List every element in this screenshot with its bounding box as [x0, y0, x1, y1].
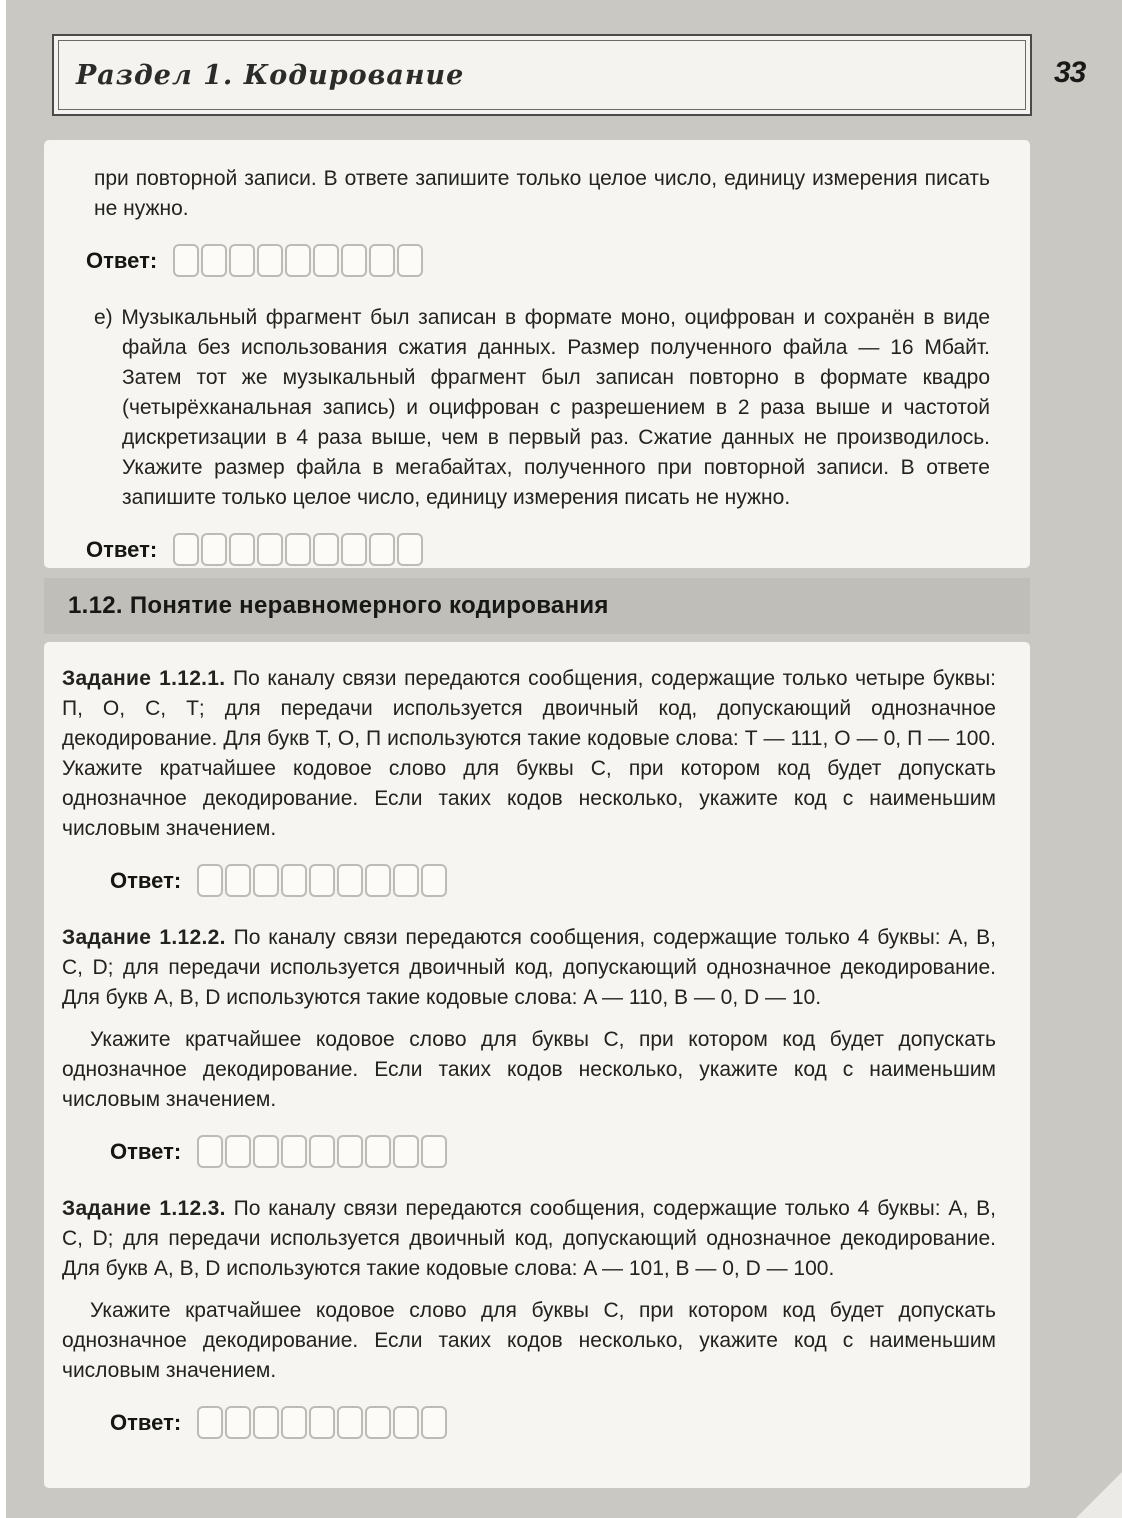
answer-cell[interactable] — [365, 864, 391, 897]
answer-row-task-3 — [110, 1406, 996, 1439]
answer-cell[interactable] — [253, 1406, 279, 1439]
answer-cell[interactable] — [393, 1135, 419, 1168]
answer-row-task-1 — [110, 864, 996, 897]
answer-label: Ответ: — [110, 1409, 182, 1435]
answer-label: Ответ: — [86, 536, 158, 562]
answer-cell[interactable] — [309, 864, 335, 897]
task-label: Задание 1.12.3. — [62, 1197, 226, 1220]
task-paragraph — [62, 923, 996, 1013]
answer-cell[interactable] — [337, 1135, 363, 1168]
scanned-page — [6, 0, 1122, 1518]
answer-cell[interactable] — [173, 244, 199, 277]
task-e-text: Музыкальный фрагмент был записан в формате моно, оцифрован и сохранён в виде файла без использования сжатия данных. Размер полученного файла — 16 Мбайт. Затем тот же музыкальный фрагмент был записан повторно в формате квадро (четырёхканальная запись) и оцифрован с разрешением в 2 раза выше и частотой дискретизации в 4 раза выше, чем в первый раз. Сжатие данных не производилось. Укажите размер файла в мегабайтах, полученного при повторной записи. В ответе запишите только целое число, единицу измерения писать не нужно. — [121, 306, 990, 509]
section-heading: 1.12. Понятие неравномерного кодирования — [68, 592, 609, 619]
answer-cell[interactable] — [253, 1135, 279, 1168]
task-1-12-3 — [62, 1194, 996, 1439]
answer-cell[interactable] — [229, 244, 255, 277]
answer-label: Ответ: — [110, 867, 182, 893]
answer-boxes[interactable] — [197, 1406, 447, 1439]
answer-cell[interactable] — [369, 533, 395, 566]
answer-cell[interactable] — [393, 1406, 419, 1439]
answer-cell[interactable] — [225, 1135, 251, 1168]
answer-cell[interactable] — [281, 1406, 307, 1439]
task-paragraph-2: Укажите кратчайшее кодовое слово для буквы C, при котором код будет допускать однозначное декодирование. Если таких кодов несколько, укажите код с наименьшим числовым значением. — [62, 1299, 996, 1382]
task-text: По каналу связи передаются сообщения, содержащие только 4 буквы: A, B, C, D; для передачи используется двоичный код, допускающий однозначное декодирование. Для букв A, B, D используются такие кодовые слова: A — 101, B — 0, D — 100. — [62, 1197, 996, 1280]
answer-cell[interactable] — [365, 1135, 391, 1168]
answer-cell[interactable] — [201, 533, 227, 566]
answer-cell[interactable] — [229, 533, 255, 566]
answer-cell[interactable] — [313, 244, 339, 277]
task-paragraph — [62, 664, 996, 844]
answer-boxes[interactable] — [197, 1135, 447, 1168]
answer-cell[interactable] — [253, 864, 279, 897]
task-paragraph-2: Укажите кратчайшее кодовое слово для буквы C, при котором код будет допускать однозначное декодирование. Если таких кодов несколько, укажите код с наименьшим числовым значением. — [62, 1028, 996, 1111]
answer-cell[interactable] — [337, 864, 363, 897]
task-label: Задание 1.12.1. — [62, 667, 226, 690]
answer-cell[interactable] — [197, 1135, 223, 1168]
answer-cell[interactable] — [421, 1135, 447, 1168]
answer-cell[interactable] — [309, 1135, 335, 1168]
answer-row-task-2 — [110, 1135, 996, 1168]
page-curl-corner — [1076, 1472, 1122, 1518]
answer-cell[interactable] — [281, 864, 307, 897]
task-text: По каналу связи передаются сообщения, содержащие только четыре буквы: П, О, С, Т; для передачи используется двоичный код, допускающий однозначное декодирование. Для букв Т, О, П используются такие кодовые слова: Т — 111, О — 0, П — 100. Укажите кратчайшее кодовое слово для буквы С, при котором код будет допускать однозначное декодирование. Если таких кодов несколько, укажите код с наименьшим числовым значением. — [62, 667, 997, 840]
answer-cell[interactable] — [281, 1135, 307, 1168]
answer-label: Ответ: — [110, 1138, 182, 1164]
section-header-box — [52, 34, 1032, 116]
answer-cell[interactable] — [337, 1406, 363, 1439]
answer-cell[interactable] — [341, 244, 367, 277]
answer-cell[interactable] — [285, 244, 311, 277]
task-label: Задание 1.12.2. — [62, 926, 226, 949]
task-1-12-1 — [62, 664, 996, 897]
answer-cell[interactable] — [257, 533, 283, 566]
answer-cell[interactable] — [309, 1406, 335, 1439]
answer-cell[interactable] — [365, 1406, 391, 1439]
answer-cell[interactable] — [285, 533, 311, 566]
answer-cell[interactable] — [341, 533, 367, 566]
answer-cell[interactable] — [369, 244, 395, 277]
answer-cell[interactable] — [225, 864, 251, 897]
section-title: Раздел 1. Кодирование — [76, 60, 465, 91]
answer-boxes[interactable] — [197, 864, 447, 897]
answer-cell[interactable] — [397, 533, 423, 566]
task-e-paragraph — [94, 303, 990, 513]
section-heading-band — [44, 578, 1030, 634]
answer-cell[interactable] — [397, 244, 423, 277]
task-e-marker: е) — [94, 306, 113, 329]
task-1-12-2 — [62, 923, 996, 1168]
content-panel-tasks — [44, 642, 1030, 1488]
answer-cell[interactable] — [257, 244, 283, 277]
answer-cell[interactable] — [313, 533, 339, 566]
answer-boxes[interactable] — [173, 533, 423, 566]
content-panel-top — [44, 140, 1030, 568]
answer-label: Ответ: — [86, 247, 158, 273]
answer-row-intro — [86, 244, 990, 277]
task-text: По каналу связи передаются сообщения, содержащие только 4 буквы: A, B, C, D; для передачи используется двоичный код, допускающий однозначное декодирование. Для букв A, B, D используются такие кодовые слова: A — 110, B — 0, D — 10. — [62, 926, 996, 1009]
answer-cell[interactable] — [421, 864, 447, 897]
intro-paragraph: при повторной записи. В ответе запишите только целое число, единицу измерения писать не нужно. — [94, 167, 990, 220]
answer-cell[interactable] — [393, 864, 419, 897]
task-paragraph — [62, 1194, 996, 1284]
answer-row-task-e — [86, 533, 990, 566]
answer-cell[interactable] — [201, 244, 227, 277]
answer-cell[interactable] — [225, 1406, 251, 1439]
answer-cell[interactable] — [173, 533, 199, 566]
answer-cell[interactable] — [197, 864, 223, 897]
page-number: 33 — [1054, 56, 1086, 89]
answer-cell[interactable] — [197, 1406, 223, 1439]
answer-boxes[interactable] — [173, 244, 423, 277]
answer-cell[interactable] — [421, 1406, 447, 1439]
